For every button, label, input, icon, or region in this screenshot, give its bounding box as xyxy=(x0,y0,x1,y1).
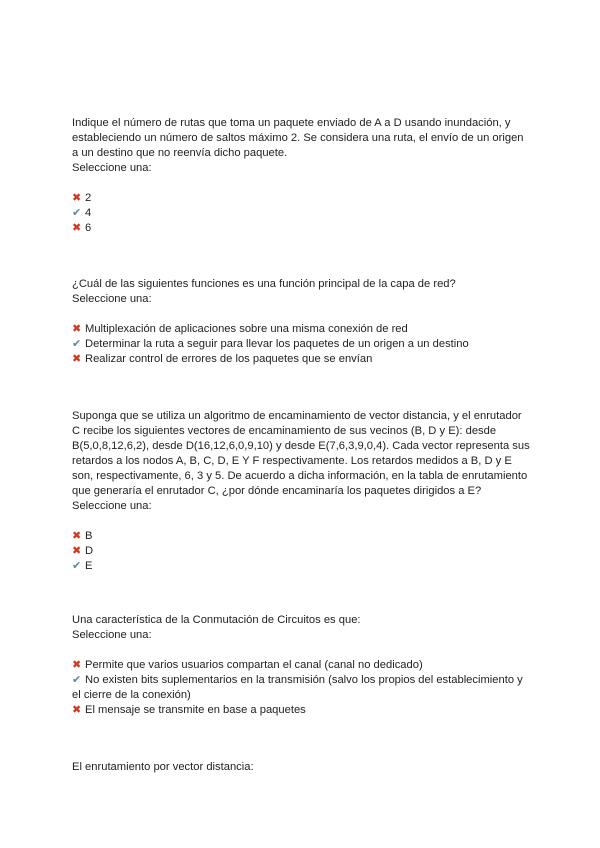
options-list xyxy=(72,658,530,718)
select-prompt: Seleccione una: xyxy=(72,162,152,174)
select-prompt: Seleccione una: xyxy=(72,293,152,305)
option-label: Realizar control de errores de los paquetes que se envían xyxy=(85,353,373,365)
check-icon: ✔ xyxy=(72,207,82,219)
option-label: B xyxy=(85,530,93,542)
question-1 xyxy=(72,116,530,236)
option-item xyxy=(72,352,530,367)
cross-icon: ✖ xyxy=(72,323,82,335)
option-item xyxy=(72,673,530,703)
option-item xyxy=(72,322,530,337)
question-5 xyxy=(72,760,530,775)
option-item xyxy=(72,658,530,673)
option-item xyxy=(72,191,530,206)
option-label: D xyxy=(85,545,94,557)
option-label: 4 xyxy=(85,207,92,219)
option-label: No existen bits suplementarios en la transmisión (salvo los propios del establecimiento y el cierre de la conexión) xyxy=(72,674,523,701)
cross-icon: ✖ xyxy=(72,353,82,365)
check-icon: ✔ xyxy=(72,338,82,350)
option-label: E xyxy=(85,560,93,572)
option-item xyxy=(72,559,530,574)
select-prompt: Seleccione una: xyxy=(72,629,152,641)
question-4 xyxy=(72,613,530,718)
cross-icon: ✖ xyxy=(72,704,82,716)
cross-icon: ✖ xyxy=(72,545,82,557)
cross-icon: ✖ xyxy=(72,530,82,542)
select-prompt: Seleccione una: xyxy=(72,500,152,512)
option-item xyxy=(72,221,530,236)
option-item xyxy=(72,544,530,559)
check-icon: ✔ xyxy=(72,674,82,686)
option-item xyxy=(72,337,530,352)
option-item xyxy=(72,529,530,544)
check-icon: ✔ xyxy=(72,560,82,572)
option-label: Determinar la ruta a seguir para llevar los paquetes de un origen a un destino xyxy=(85,338,469,350)
options-list xyxy=(72,322,530,367)
cross-icon: ✖ xyxy=(72,222,82,234)
question-text: El enrutamiento por vector distancia: xyxy=(72,761,254,773)
cross-icon: ✖ xyxy=(72,659,82,671)
options-list xyxy=(72,191,530,236)
option-label: Permite que varios usuarios compartan el canal (canal no dedicado) xyxy=(85,659,423,671)
options-list xyxy=(72,529,530,574)
option-label: 2 xyxy=(85,192,92,204)
cross-icon: ✖ xyxy=(72,192,82,204)
option-label: Multiplexación de aplicaciones sobre una misma conexión de red xyxy=(85,323,408,335)
option-item xyxy=(72,206,530,221)
option-label: El mensaje se transmite en base a paquetes xyxy=(85,704,306,716)
question-3 xyxy=(72,409,530,574)
option-item xyxy=(72,703,530,718)
question-text: Suponga que se utiliza un algoritmo de encaminamiento de vector distancia, y el enrutador C recibe los siguientes vectores de encaminamiento de sus vecinos (B, D y E): desde B(5,0,8,12,6,2), desde D(16,12,6,0,9,10) y desde E(7,6,3,9,0,4). Cada vector representa sus retardos a los nodos A, B, C, D, E Y F respectivamente. Los retardos medidos a B, D y E son, respectivamente, 6, 3 y 5. De acuerdo a dicha información, en la tabla de enrutamiento que generaría el enrutador C, ¿por dónde encaminaría los paquetes dirigidos a E? xyxy=(72,410,530,497)
option-label: 6 xyxy=(85,222,92,234)
question-text: Indique el número de rutas que toma un paquete enviado de A a D usando inundación, y estableciendo un número de saltos máximo 2. Se considera una ruta, el envío de un origen a un destino que no reenvía dicho paquete. xyxy=(72,117,524,159)
question-2 xyxy=(72,277,530,367)
question-text: ¿Cuál de las siguientes funciones es una función principal de la capa de red? xyxy=(72,278,456,290)
question-text: Una característica de la Conmutación de Circuitos es que: xyxy=(72,614,361,626)
